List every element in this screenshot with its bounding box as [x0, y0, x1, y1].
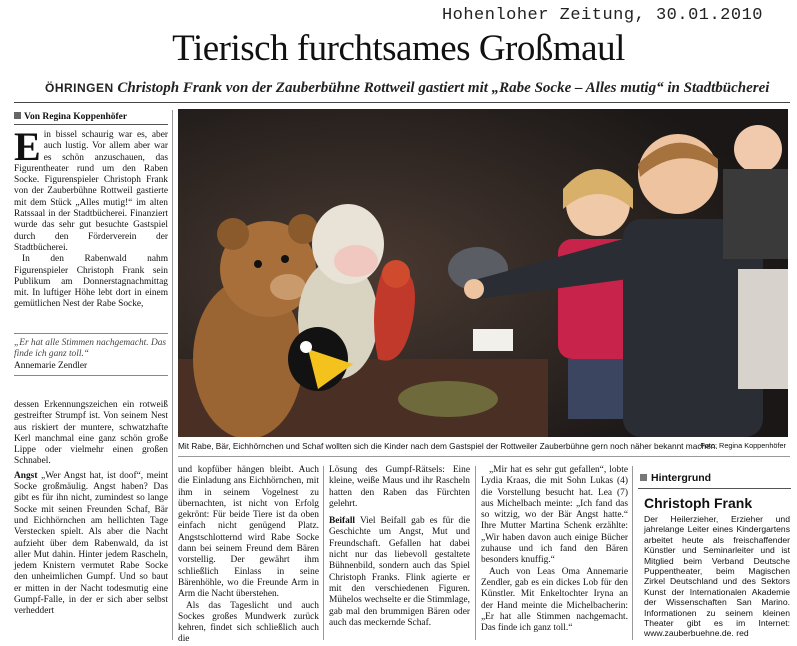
paragraph-rabenwald: In den Rabenwald nahm Figurenspieler Christoph Frank sein Publikum am Donnerstagnachmittag mit. In luftiger Höhe lebt dort in einem gemütlichen Nest der Rabe Socke, [14, 254, 168, 310]
subheading-angst: Angst [14, 470, 38, 481]
newspaper-masthead: Hohenloher Zeitung, 30.01.2010 [441, 6, 763, 25]
pull-quote-rule [14, 375, 168, 376]
photo-credit: Foto: Regina Koppenhöfer [700, 441, 786, 450]
subhead-text: Christoph Frank von der Zauberbühne Rottweil gastiert mit „Rabe Socke – Alles mutig“ in Stadtbücherei [117, 80, 770, 96]
pull-quote [14, 333, 168, 376]
infobox-bullet-icon [640, 474, 647, 481]
paragraph-angst: „Wer Angst hat, ist doof“, meint Socke großmäulig. Angst haben? Das gibt es für ihn nicht, zumindest so lange Socke mit seinen Freunden Schaf, Bär und Eichhörnchen am hellichten Tage Verstecken spielt. Als aber die Nacht aufzieht über dem Rabenwald, da ist aller Mut dahin. Hinter jedem Rascheln, jedem Knistern vermutet Rabe Socke den unheimlichen Gumpf. Und so baut er mitten in der Nacht todesmutig eine Gumpf-Falle, in der er sich aber selbst verheddert [14, 470, 168, 617]
paragraph-strumpf: dessen Erkennungszeichen ein rotweiß gestreifter Strumpf ist. Von seinem Nest aus riskiert der muntere, schwatzhafte Kerl manchmal eine ganz schön große Lippe oder vielmehr einen großen Schnabel. [14, 400, 168, 467]
article-column-1-top [14, 124, 168, 311]
article-column-4 [481, 465, 628, 634]
paragraph-lob: „Mir hat es sehr gut gefallen“, lobte Lydia Kraas, die mit Sohn Lukas (4) die Vorstellung besucht hat. Lea (7) aus Michelbach meinte: „Ich fand das so witzig, wo der Bär Angst hatte.“ Ihre Mutter Martina Schenk erzählte: „Wir haben davon auch einige Bücher zuhause und ich fand den Bären besonders knuffig.“ [481, 465, 628, 566]
column-divider [323, 466, 324, 640]
byline-text: Von Regina Koppenhöfer [24, 112, 128, 122]
infobox-tag [638, 472, 791, 489]
pull-quote-text: „Er hat alle Stimmen nachgemacht. Das finde ich ganz toll.“ [14, 338, 167, 360]
article-column-3 [329, 465, 470, 629]
photo-caption-text: Mit Rabe, Bär, Eichhörnchen und Schaf wollten sich die Kinder nach dem Gastspiel der Rottweiler Zauberbühne gern noch näher bekannt machen. [178, 441, 718, 451]
photo-caption [178, 441, 788, 451]
caption-rule [178, 456, 790, 457]
article-headline: Tierisch furchtsames Großmaul [172, 28, 625, 69]
article-column-2 [178, 465, 319, 646]
paragraph-tageslicht: Als das Tageslicht und auch Sockes großes Mundwerk zurück kehren, findet sich schließlich auch die [178, 600, 319, 645]
paragraph-intro: in bissel schaurig war es, aber auch lustig. Vor allem aber war es schön anzuschauen, das Figurentheater rund um den Raben Socke. Figurenspieler Christoph Frank von der Zauberbühne Rottweil gastierte mit dem Stück „Alles mutig!“ im alten Ratssaal in der Stadtbücherei. Finanziert wurde das sehr gut besuchte Gastspiel durch den Förderverein der Stadtbücherei. [14, 130, 168, 253]
infobox-tag-text: Hintergrund [651, 472, 712, 484]
paragraph-oma: Auch von Leas Oma Annemarie Zendler, gab es ein dickes Lob für den Künstler. Mit Enkeltochter Iryna an der Hand meinte die Michelbacherin: „Er hat alle Stimmen nachgemacht. Das finde ich ganz toll.“ [481, 566, 628, 634]
column-divider [172, 110, 173, 640]
infobox-title: Christoph Frank [644, 495, 753, 511]
byline-bullet-icon [14, 112, 21, 119]
paragraph-kopfueber: und kopfüber hängen bleibt. Auch die Einladung ans Eichhörnchen, mit ihm in seinem Vogelnest zu übernachten, ist nicht von Erfolg gekrönt: Für beide Tiere ist da oben einfach nicht genügend Platz. Angstschlotternd wird Rabe Socke dann bei seinem Freund dem Bären vorstellig. Der gewährt ihm schließlich Einlass in seine Bärenhöhle, wo die Freunde Arm in Arm die Nacht überstehen. [178, 465, 319, 600]
infobox-text: Der Heilerzieher, Erzieher und jahrelange Leiter eines Kindergartens arbeitet heute als freischaffender Künstler und Seminarleiter und ist Mitglied beim Verband Deutsche Puppentheater, beim Magischen Zirkel Deutschland und des Sektors Kunst der Internationalen Akademie der Wissenschaften San Marino. Informationen zu seinem kleinen Theater gibt es im Internet: www.zauberbuehne.de. red [644, 514, 790, 639]
column-divider [475, 466, 476, 640]
article-subhead [45, 80, 785, 97]
puppet-theatre-photo-illustration [178, 109, 788, 437]
pull-quote-author: Annemarie Zendler [14, 360, 88, 371]
paragraph-loesung: Lösung des Gumpf-Rätsels: Eine kleine, weiße Maus und ihr Rascheln hatten den Raben das Fürchten gelehrt. [329, 465, 470, 509]
dropcap: E [14, 124, 41, 169]
subheading-beifall: Beifall [329, 516, 356, 527]
paragraph-beifall: Viel Beifall gab es für die Geschichte um Angst, Mut und Freundschaft. Gefallen hat dabei nicht nur das liebevoll gestaltete Bühnenbild, sondern auch das Spiel Christoph Franks. Flink agierte er mit den verschiedenen Figuren. Mühelos wechselte er die Stimmlage, gab mal den brummigen Bären oder auch das meckernde Schaf. [329, 516, 470, 628]
column-divider [632, 466, 633, 640]
header-rule [14, 102, 790, 103]
dateline-kicker: ÖHRINGEN [45, 81, 114, 95]
article-photo [178, 109, 788, 437]
article-column-1-bottom [14, 400, 168, 618]
